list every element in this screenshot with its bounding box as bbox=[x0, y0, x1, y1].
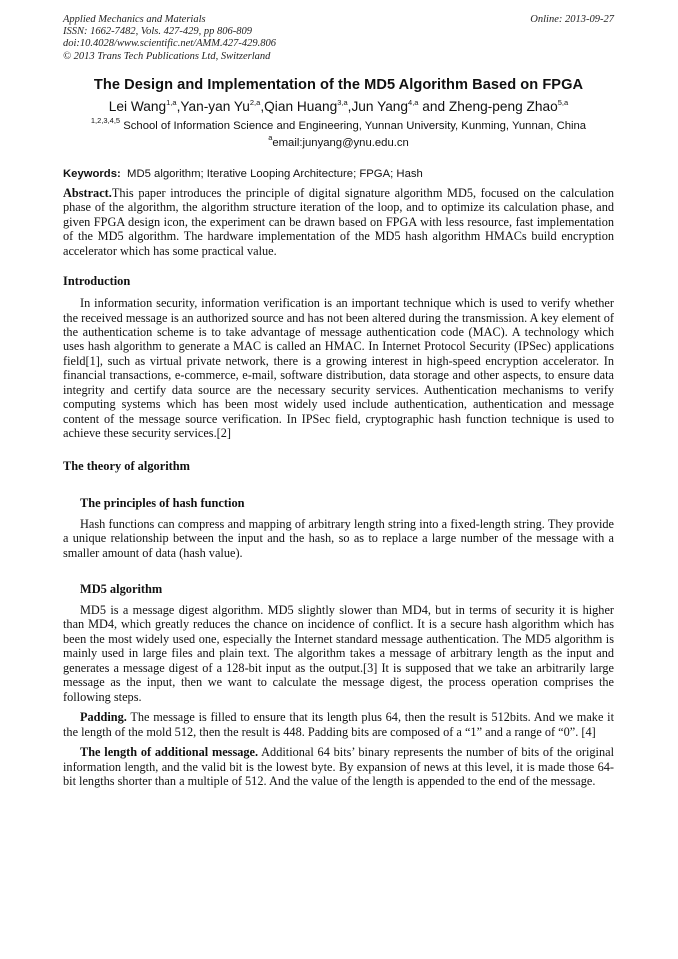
author-name: Yan-yan Yu bbox=[180, 98, 250, 114]
introduction-paragraph: In information security, information verification is an important technique which is used to verify whether the received message is an authorized source and has not been altered during the transmission. A key element of the authentication scheme is to take advantage of message authentication code (MAC). A technology which uses hash algorithm to generate a MAC is called an HMAC. In Internet Protocol Security (IPSec) applications field[1], such as virtual private network, there is a growing interest in high-speed encryption accelerator. In financial transactions, e-commerce, e-mail, software distribution, data storage and other aspects, to ensure data integrity and certify data source are the necessary security services. Authentication mechanisms to verify computing systems which has been most widely used include authentication, authentication and message content of the message source verification. In IPSec field, cryptographic hash function technique is used to achieve these security services.[2] bbox=[63, 296, 614, 441]
subsection-heading-hash: The principles of hash function bbox=[80, 495, 245, 510]
length-text: Additional 64 bits’ binary represents the number of bits of the original information length, and the valid bit is the lowest byte. By expansion of news at this level, it is made those 64-bit lengths shorter than a multiple of 512. And the value of the length is appended to the end of the message. bbox=[63, 745, 614, 788]
keywords-line bbox=[63, 168, 614, 180]
padding-paragraph bbox=[63, 710, 614, 739]
online-date: Online: 2013-09-27 bbox=[530, 14, 614, 25]
author-name: Zheng-peng Zhao bbox=[448, 98, 558, 114]
author-name: Jun Yang bbox=[351, 98, 409, 114]
abstract bbox=[63, 186, 614, 258]
author-sup: 2,a bbox=[249, 97, 261, 107]
issn-line: ISSN: 1662-7482, Vols. 427-429, pp 806-809 bbox=[63, 26, 252, 38]
copyright-line: © 2013 Trans Tech Publications Ltd, Switzerland bbox=[63, 50, 271, 62]
keywords-text: MD5 algorithm; Iterative Looping Architecture; FPGA; Hash bbox=[127, 167, 423, 180]
author-list bbox=[63, 99, 614, 114]
paper-page bbox=[63, 14, 614, 788]
subsection-heading-md5: MD5 algorithm bbox=[80, 581, 163, 596]
author-sep: , bbox=[260, 98, 265, 114]
affiliation bbox=[63, 115, 614, 132]
author-sep: , bbox=[176, 98, 181, 114]
keywords-label: Keywords: bbox=[63, 167, 121, 180]
length-paragraph bbox=[63, 745, 614, 788]
email-address: email:junyang@ynu.edu.cn bbox=[272, 136, 409, 149]
author-sup: 4,a bbox=[408, 97, 419, 107]
email-sup: a bbox=[268, 132, 273, 142]
author-sup: 1,a bbox=[166, 97, 177, 107]
author-name: Qian Huang bbox=[264, 98, 338, 114]
doi-line: doi:10.4028/www.scientific.net/AMM.427-429.806 bbox=[63, 38, 276, 50]
author-sep: , bbox=[347, 98, 352, 114]
section-heading-theory: The theory of algorithm bbox=[63, 458, 190, 473]
journal-name: Applied Mechanics and Materials bbox=[63, 14, 206, 25]
length-label: The length of additional message. bbox=[80, 745, 259, 760]
abstract-text: This paper introduces the principle of digital signature algorithm MD5, focused on the calculation phase of the algorithm, the algorithm structure iteration of the loop, and to optimize its calculation phase, and given FPGA design icon, the experiment can be drawn based on FPGA with less resource, fast implementation of the MD5 algorithm. The hardware implementation of the MD5 hash algorithm HMACs build encryption accelerator which has some practical value. bbox=[63, 185, 614, 258]
section-heading-introduction: Introduction bbox=[63, 274, 131, 289]
abstract-label: Abstract. bbox=[63, 185, 112, 200]
paper-title: The Design and Implementation of the MD5 Algorithm Based on FPGA bbox=[93, 76, 584, 93]
author-sup: 5,a bbox=[557, 97, 569, 107]
md5-paragraph: MD5 is a message digest algorithm. MD5 slightly slower than MD4, but in terms of security it is higher than MD4, which greatly reduces the chance on incidence of conflict. It is a secure hash algorithm which has been the most widely used one, especially the Internet standard message authentication. The MD5 algorithm is mainly used in large files and plain text. The algorithm takes a message of arbitrary length as the input and generates a message digest of a 128-bit input as the output.[3] It is supposed that we take an arbitrarily large message as the input, then we want to calculate the message digest, the process operation comprises the following steps. bbox=[63, 602, 614, 704]
affiliation-text: School of Information Science and Engineering, Yunnan University, Kunming, Yunnan, China bbox=[123, 119, 587, 132]
hash-paragraph: Hash functions can compress and mapping of arbitrary length string into a fixed-length string. They provide a unique relationship between the input and the hash, so as to replace a large number of the message with a smaller amount of data (hash value). bbox=[63, 516, 614, 560]
affiliation-sup: 1,2,3,4,5 bbox=[90, 115, 121, 125]
author-name: Lei Wang bbox=[108, 98, 167, 114]
journal-header bbox=[63, 14, 614, 63]
author-sep: and bbox=[418, 98, 449, 114]
email-line bbox=[63, 132, 614, 149]
padding-label: Padding. bbox=[80, 710, 127, 725]
padding-text: The message is filled to ensure that its length plus 64, then the result is 512bits. And we make it the length of the mold 512, then the result is 448. Padding bits are composed of a “1” and a range of “0”. [4] bbox=[63, 710, 614, 739]
author-sup: 3,a bbox=[337, 97, 348, 107]
